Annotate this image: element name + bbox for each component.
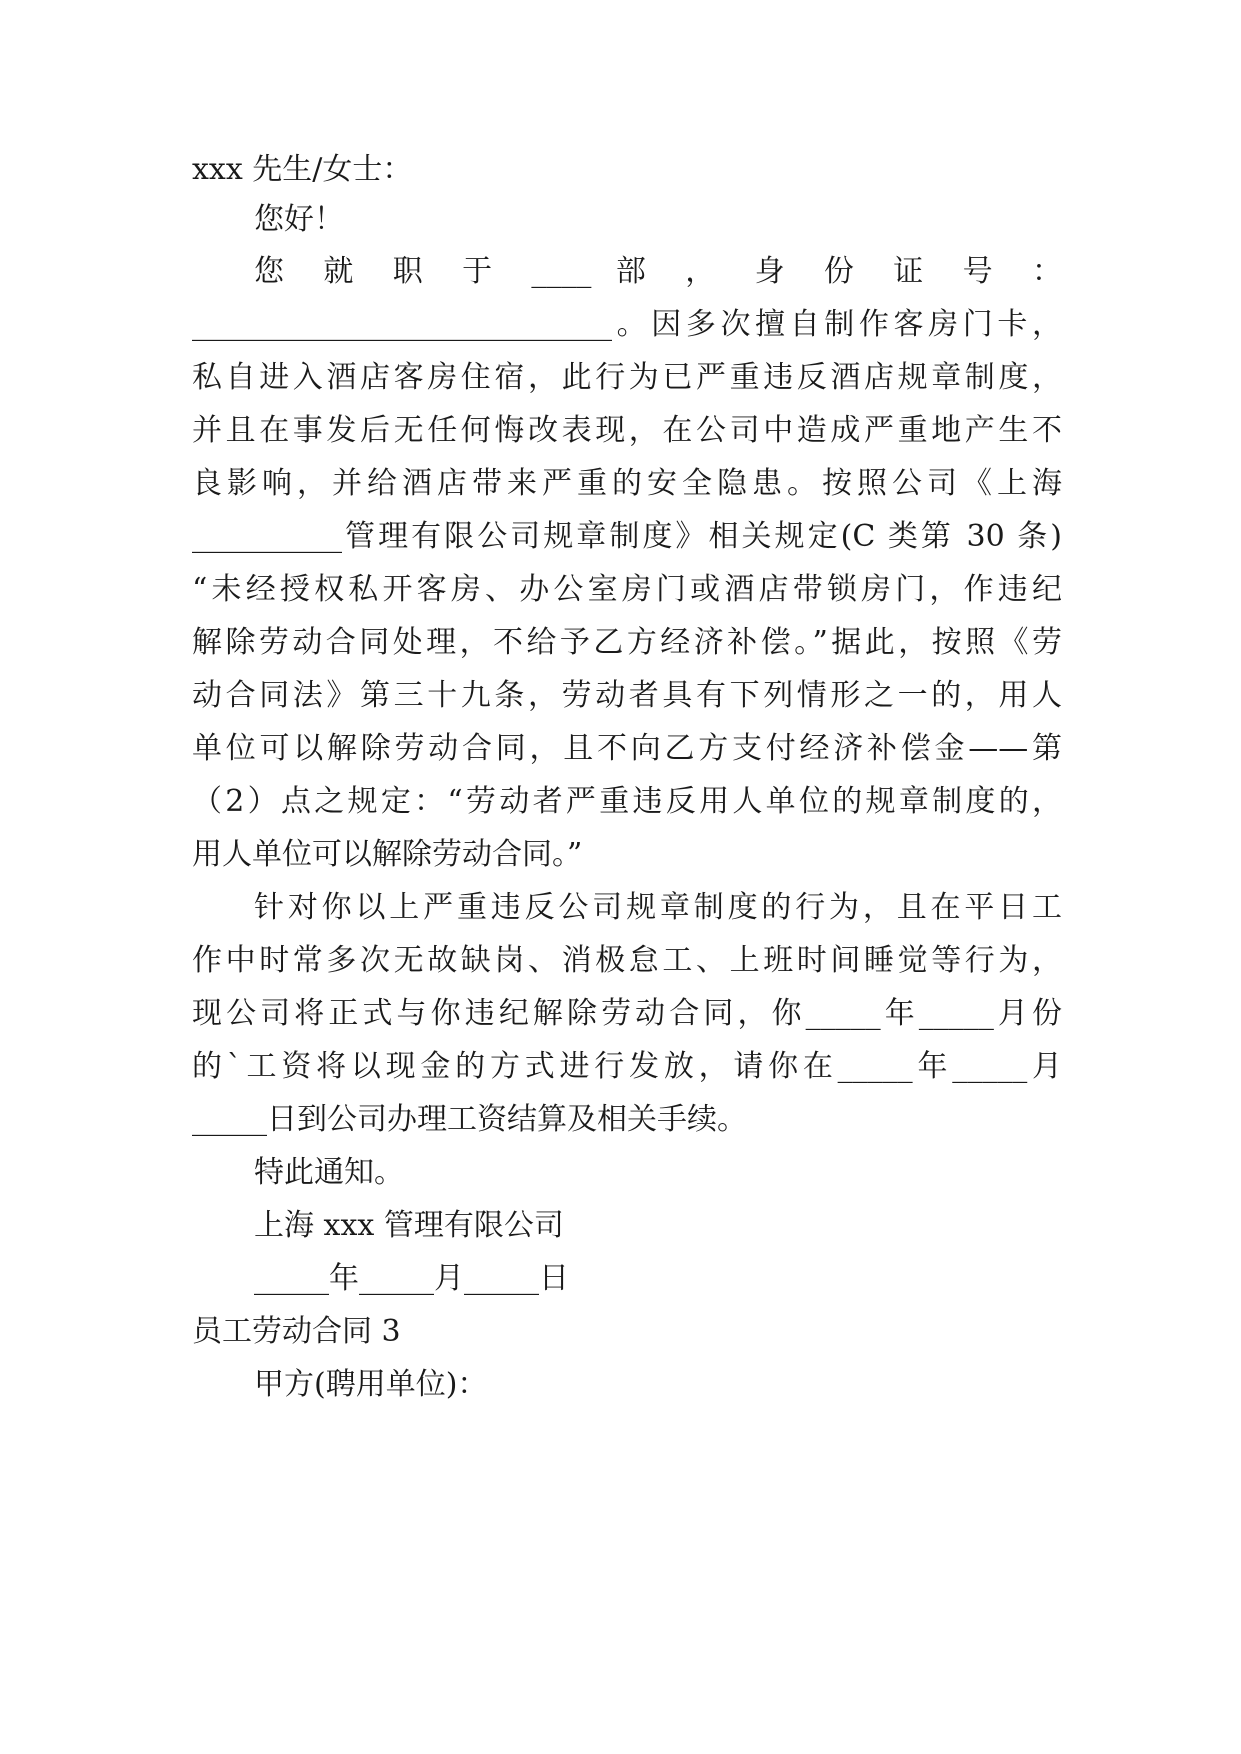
company-signature: 上海 xxx 管理有限公司 <box>254 1208 564 1243</box>
section-title: 员工劳动合同 3 <box>192 1314 401 1349</box>
body-line-6: __________管理有限公司规章制度》相关规定(C 类第 30 条) <box>192 519 1062 554</box>
body-line-13: 针对你以上严重违反公司规章制度的行为，且在平日工 <box>254 890 1062 925</box>
body-line-3: 私自进入酒店客房住宿，此行为已严重违反酒店规章制度， <box>192 360 1062 395</box>
body-line-16: 的`工资将以现金的方式进行发放，请你在_____年_____月 <box>192 1049 1062 1084</box>
body-line-8: 解除劳动合同处理，不给予乙方经济补偿。”据此，按照《劳 <box>192 625 1062 660</box>
body-line-15: 现公司将正式与你违纪解除劳动合同，你_____年_____月份 <box>192 996 1062 1031</box>
salutation: xxx 先生/女士： <box>192 152 413 187</box>
body-line-14: 作中时常多次无故缺岗、消极怠工、上班时间睡觉等行为， <box>192 943 1062 978</box>
notice-closing: 特此通知。 <box>254 1155 404 1190</box>
body-line-12: 用人单位可以解除劳动合同。” <box>192 837 583 872</box>
body-line-2: ____________________________。因多次擅自制作客房门卡， <box>192 307 1062 342</box>
body-line-10: 单位可以解除劳动合同，且不向乙方支付经济补偿金——第 <box>192 731 1062 766</box>
body-line-17: _____日到公司办理工资结算及相关手续。 <box>192 1102 747 1137</box>
body-line-9: 动合同法》第三十九条，劳动者具有下列情形之一的，用人 <box>192 678 1062 713</box>
body-line-11: （2）点之规定：“劳动者严重违反用人单位的规章制度的， <box>192 784 1062 819</box>
body-line-7: “未经授权私开客房、办公室房门或酒店带锁房门，作违纪 <box>192 572 1062 607</box>
party-a-label: 甲方(聘用单位)： <box>254 1367 488 1402</box>
body-line-4: 并且在事发后无任何悔改表现，在公司中造成严重地产生不 <box>192 413 1062 448</box>
body-line-1: 您 就 职 于 ____ 部 ， 身 份 证 号 ： <box>254 254 1062 289</box>
greeting: 您好！ <box>254 202 344 237</box>
body-line-5: 良影响，并给酒店带来严重的安全隐患。按照公司《上海 <box>192 466 1062 501</box>
signature-date: _____年_____月_____日 <box>254 1261 569 1296</box>
